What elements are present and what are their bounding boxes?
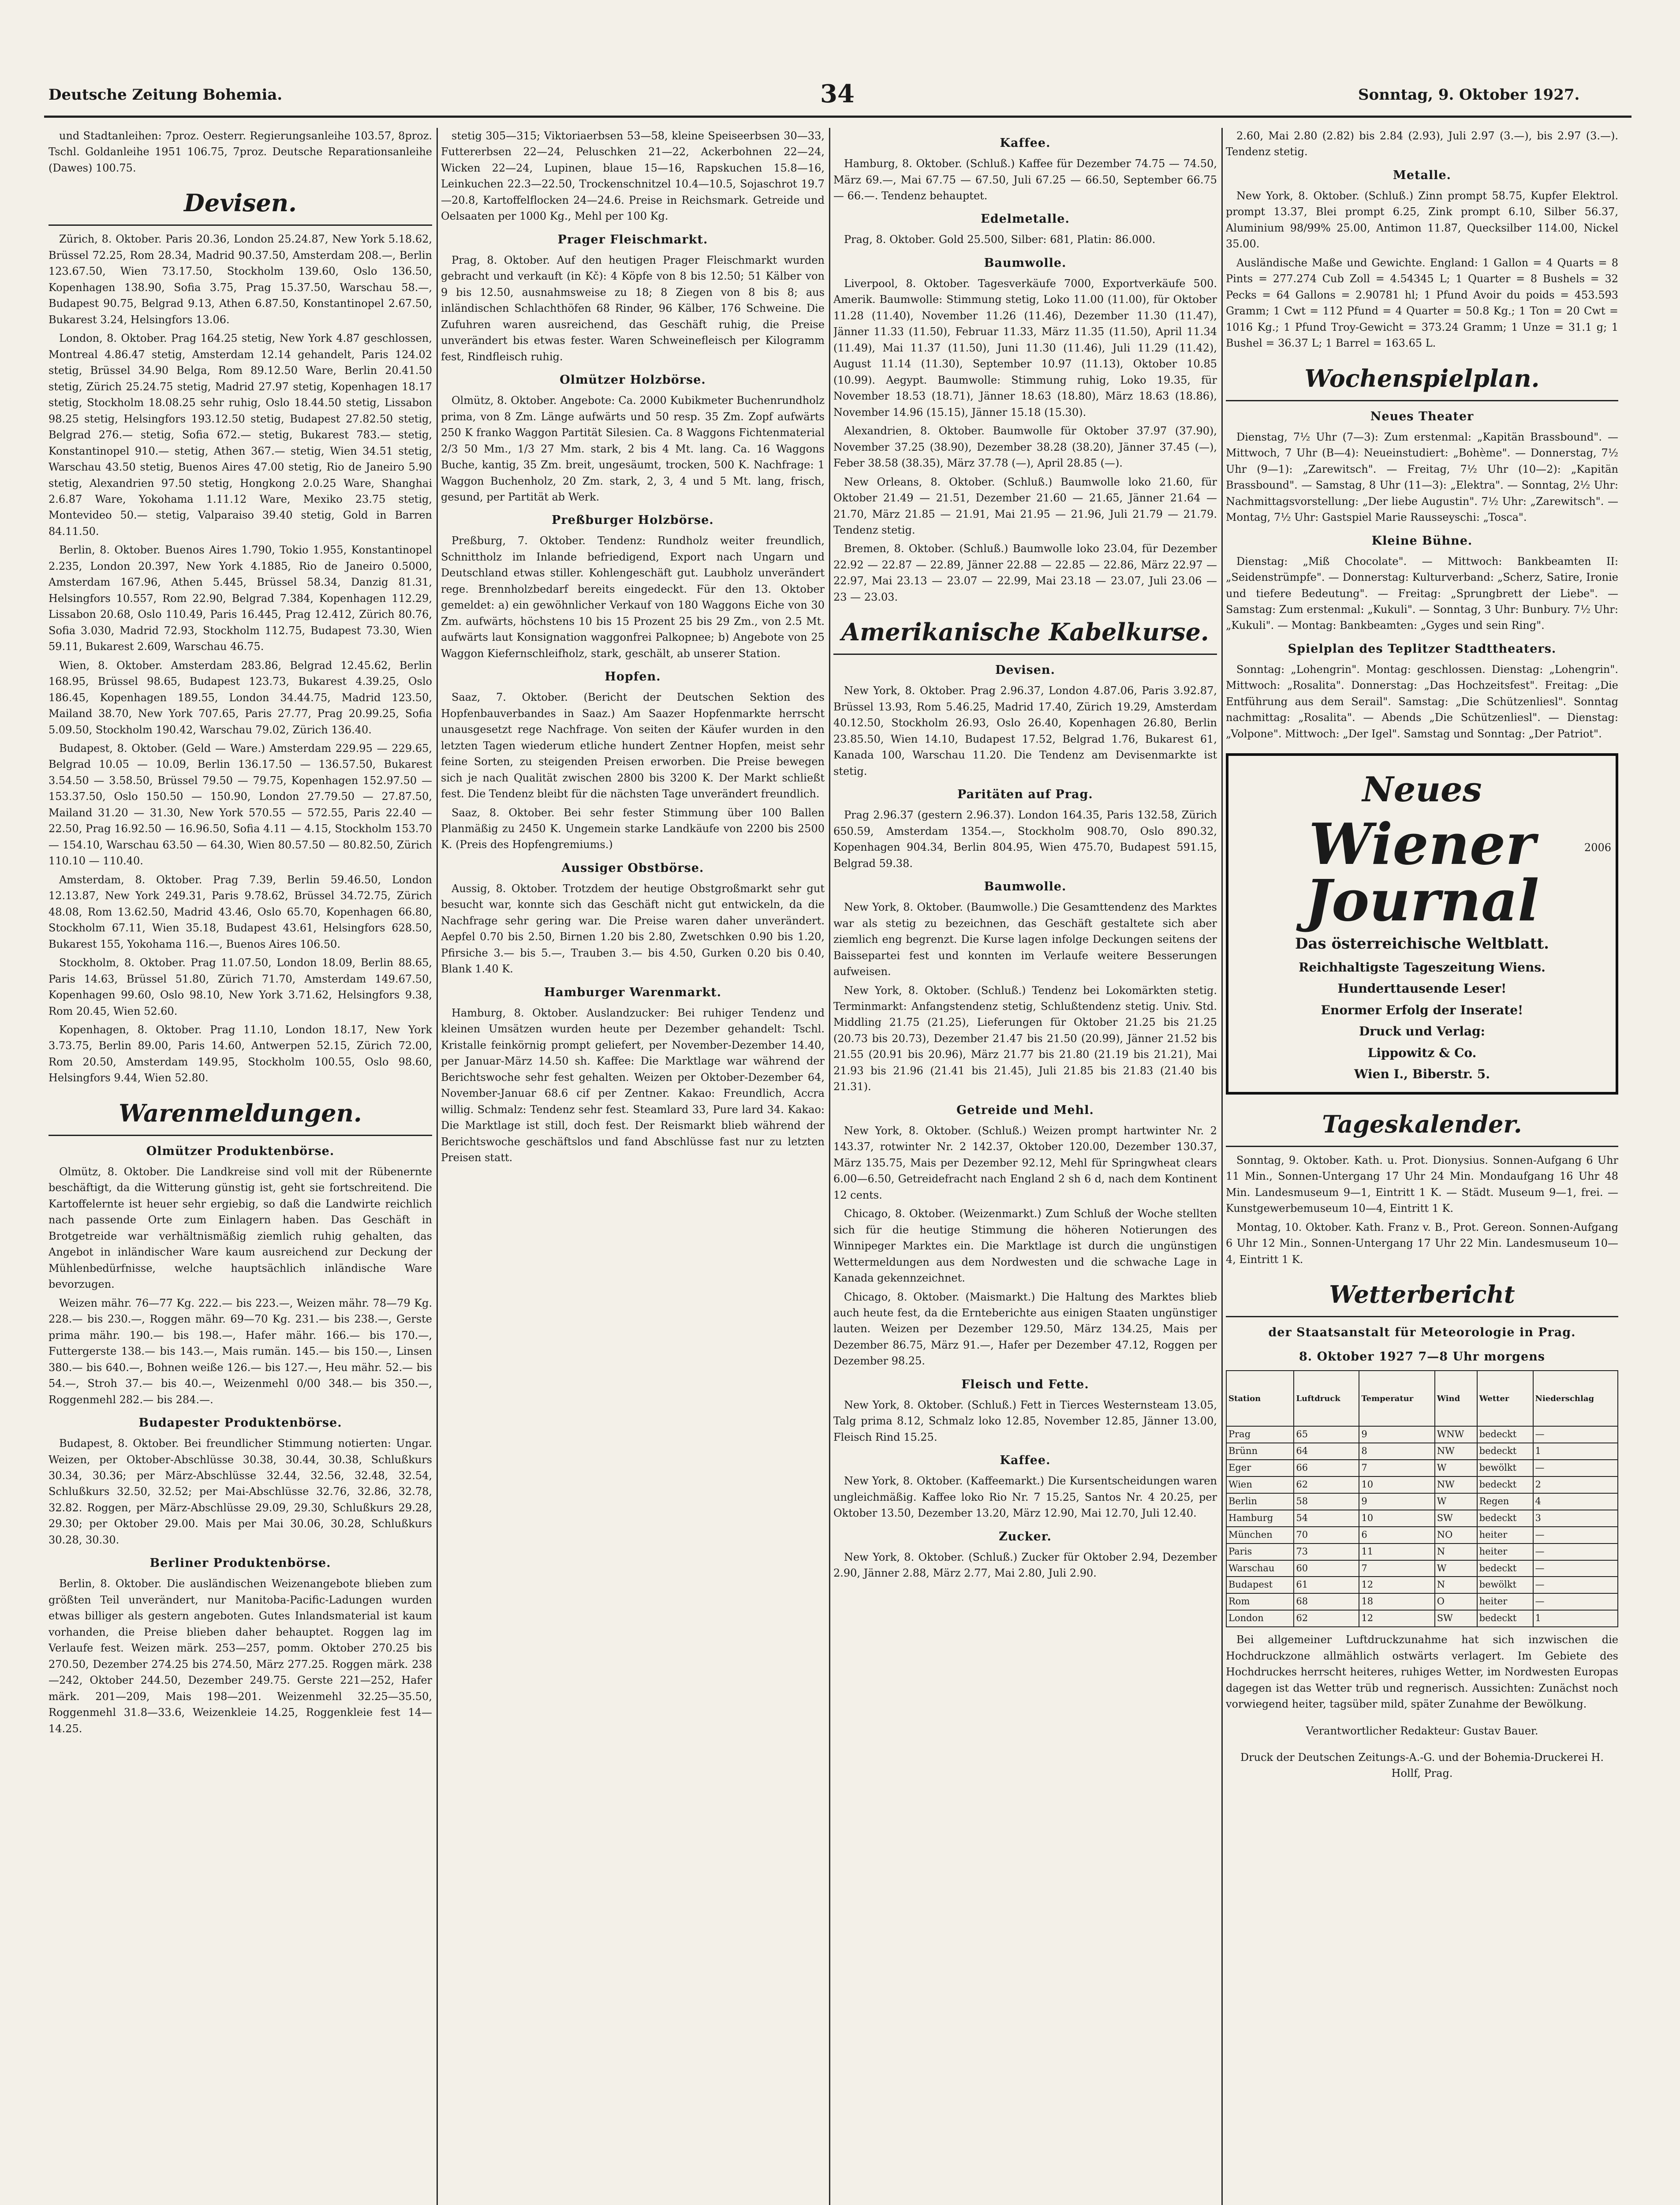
weather-cell: bedeckt: [1477, 1426, 1533, 1443]
weather-cell: London: [1226, 1610, 1294, 1627]
weather-row: [1226, 1610, 1618, 1627]
weather-table-header: [1226, 1371, 1618, 1426]
weather-cell: 7: [1359, 1560, 1434, 1577]
weather-cell: —: [1533, 1577, 1618, 1593]
article-paragraph: Amsterdam, 8. Oktober. Prag 7.39, Berlin 59.46.50, London 12.13.87, New York 249.31, Paris 9.78.62, Brüssel 34.72.75, Zürich 48.08, Rom 13.62.50, Madrid 43.46, Oslo 65.70, Kopenhagen 66.80, Stockholm 67.11, Wien 35.18, Budapest 43.61, Helsingfors 628.50, Bukarest 155, Yokohama 116.—, Buenos Aires 106.50.: [49, 873, 432, 950]
weather-cell: bedeckt: [1477, 1510, 1533, 1527]
weather-cell: 66: [1294, 1460, 1359, 1476]
weather-cell: SW: [1435, 1510, 1477, 1527]
article-paragraph: Stockholm, 8. Oktober. Prag 11.07.50, London 18.09, Berlin 88.65, Paris 14.63, Brüssel 51.80, Zürich 71.70, Amsterdam 149.67.50, Kopenhagen 99.60, Oslo 98.10, New York 3.71.62, Helsingfors 9.38, Rom 20.45, Wien 52.60.: [49, 957, 432, 1017]
section-heading-tageskalender: Tageskalender.: [1226, 1106, 1618, 1147]
article-paragraph: Sonntag: „Lohengrin". Montag: geschlossen. Dienstag: „Lohengrin". Mittwoch: „Rosalita". Donnerstag: „Das Hochzeitsfest". Freitag: „Die Entführung aus dem Serail". Samstag: „Die Schützenliesl". Sonntag nachmittag: „Rosalita". — Abends „Die Schützenliesl". — Dienstag: „Volpone". Mittwoch: „Der Igel". Samstag und Sonntag: „Der Patriot".: [1226, 663, 1618, 740]
weather-cell: —: [1533, 1560, 1618, 1577]
subheading: Aussiger Obstbörse.: [561, 861, 704, 875]
article-paragraph: Berlin, 8. Oktober. Buenos Aires 1.790, Tokio 1.955, Konstantinopel 2.235, London 20.397, New York 4.1885, Rio de Janeiro 0.5000, Amsterdam 167.96, Athen 5.445, Brüssel 58.34, Danzig 81.31, Helsingfors 10.557, Rom 22.90, Belgrad 7.384, Kopenhagen 112.29, Lissabon 20.68, Oslo 110.49, Paris 16.445, Prag 12.412, Zürich 80.76, Sofia 3.030, Madrid 72.93, Stockholm 112.75, Budapest 73.30, Wien 59.11, Bukarest 2.609, Warschau 46.75.: [49, 544, 432, 653]
article-paragraph: Saaz, 8. Oktober. Bei sehr fester Stimmung über 100 Ballen Planmäßig zu 2450 K. Ungemein starke Landkäufe von 2200 bis 2500 K. (Preis des Hopfengremiums.): [441, 806, 825, 851]
weather-cell: 61: [1294, 1577, 1359, 1593]
article-paragraph: 2.60, Mai 2.80 (2.82) bis 2.84 (2.93), Juli 2.97 (3.—), bis 2.97 (3.—). Tendenz stetig.: [1226, 130, 1618, 158]
advertisement-wiener-journal: [1226, 753, 1618, 1095]
weather-cell: heiter: [1477, 1593, 1533, 1610]
weather-cell: 3: [1533, 1510, 1618, 1527]
weather-row: [1226, 1577, 1618, 1593]
weather-cell: bewölkt: [1477, 1577, 1533, 1593]
article-paragraph: New York, 8. Oktober. (Kaffeemarkt.) Die Kursentscheidungen waren ungleichmäßig. Kaffee loko Rio Nr. 7 15.25, Santos Nr. 4 20.25, per Oktober 13.50, Dezember 13.20, März 12.90, Mai 12.70, Juli 12.40.: [833, 1475, 1217, 1520]
subheading: Baumwolle.: [984, 880, 1067, 894]
weather-cell: —: [1533, 1544, 1618, 1560]
weather-header-cell: Temperatur: [1359, 1371, 1434, 1426]
weather-cell: bedeckt: [1477, 1476, 1533, 1493]
weather-cell: 10: [1359, 1476, 1434, 1493]
article-paragraph: Wien, 8. Oktober. Amsterdam 283.86, Belgrad 12.45.62, Berlin 168.95, Brüssel 98.65, Budapest 123.73, Bukarest 4.39.25, Oslo 186.45, Kopenhagen 189.55, London 34.44.75, Madrid 123.50, Mailand 38.70, New York 707.65, Paris 27.77, Prag 20.99.25, Sofia 5.09.50, Stockholm 190.42, Warschau 79.02, Zürich 136.40.: [49, 659, 432, 736]
article-paragraph: Olmütz, 8. Oktober. Angebote: Ca. 2000 Kubikmeter Buchenrundholz prima, von 8 Zm. Länge aufwärts und 50 resp. 35 Zm. Zopf aufwärts 250 K franko Waggon Partität Silesien. Ca. 8 Waggons Fichtenmaterial 2/3 50 Mm., 1/3 27 Mm. stark, 2 bis 4 Mt. lang. Ca. 16 Waggons Buche, kantig, 35 Zm. breit, ungesäumt, trocken, 500 K. Nachfrage: 1 Waggon Buchenholz, 20 Zm. stark, 2, 3, 4 und 5 Mt. lang, frisch, gesund, per Partität ab Werk.: [441, 394, 825, 503]
article-paragraph: Budapest, 8. Oktober. (Geld — Ware.) Amsterdam 229.95 — 229.65, Belgrad 10.05 — 10.09, Berlin 136.17.50 — 136.57.50, Bukarest 3.54.50 — 3.58.50, Brüssel 79.50 — 79.75, Kopenhagen 152.97.50 — 153.37.50, Oslo 150.50 — 150.90, London 27.79.50 — 27.87.50, Mailand 31.20 — 31.30, New York 570.55 — 572.55, Paris 22.40 — 22.50, Prag 16.92.50 — 16.96.50, Sofia 4.11 — 4.15, Stockholm 153.70 — 154.10, Warschau 63.50 — 64.30, Wien 80.57.50 — 80.82.50, Zürich 110.10 — 110.40.: [49, 742, 432, 867]
article-paragraph: Berlin, 8. Oktober. Die ausländischen Weizenangebote blieben zum größten Teil unverändert, nur Manitoba-Pacific-Ladungen wurden etwas billiger als gestern angeboten. Gutes Inlandsmaterial ist kaum vorhanden, die Preise blieben daher behauptet. Roggen lag im Verlaufe fest. Weizen märk. 253—257, pomm. Oktober 270.25 bis 270.50, Dezember 274.25 bis 274.50, März 277.25. Roggen märk. 238—242, Oktober 244.50, Dezember 249.75. Gerste 221—252, Hafer märk. 201—209, Mais 198—201. Weizenmehl 32.25—35.50, Roggenmehl 31.8—33.6, Weizenkleie 14.25, Roggenkleie fest 14—14.25.: [49, 1577, 432, 1735]
subheading: Baumwolle.: [984, 256, 1067, 270]
weather-header-cell: Station: [1226, 1371, 1294, 1426]
weather-row: [1226, 1510, 1618, 1527]
column-4: [1226, 128, 1618, 2205]
weather-header-cell: Niederschlag: [1533, 1371, 1618, 1426]
article-paragraph: Zürich, 8. Oktober. Paris 20.36, London 25.24.87, New York 5.18.62, Brüssel 72.25, Rom 28.34, Madrid 90.37.50, Amsterdam 208.—, Berlin 123.67.50, Wien 73.17.50, Stockholm 139.60, Oslo 136.50, Kopenhagen 138.90, Sofia 3.75, Prag 15.37.50, Warschau 58.—, Budapest 90.75, Belgrad 9.13, Athen 6.87.50, Konstantinopel 2.67.50, Bukarest 3.24, Helsingfors 13.06.: [49, 233, 432, 326]
section-heading-wochenspielplan: Wochenspielplan.: [1226, 360, 1618, 401]
subheading: Prager Fleischmarkt.: [557, 232, 708, 247]
header-rule: [44, 116, 1631, 118]
article-paragraph: Prag, 8. Oktober. Auf den heutigen Prager Fleischmarkt wurden gebracht und verkauft (in Kč): 4 Köpfe von 8 bis 12.50; 51 Kälber von 9 bis 12.50, ausnahmsweise zu 18; 8 Ziegen von 8 bis 8; aus inländischen Schlachthöfen 68 Rinder, 96 Kälber, 176 Schweine. Die Zufuhren waren ausreichend, das Geschäft ruhig, die Preise unverändert bis etwas fester. Waren Schweinefleisch per Kilogramm fest, Rindfleisch ruhig.: [441, 254, 825, 363]
weather-cell: bedeckt: [1477, 1443, 1533, 1460]
subheading: Olmützer Produktenbörse.: [146, 1144, 335, 1158]
weather-cell: —: [1533, 1527, 1618, 1544]
weather-cell: —: [1533, 1426, 1618, 1443]
weather-cell: 62: [1294, 1476, 1359, 1493]
weather-header-cell: Luftdruck: [1294, 1371, 1359, 1426]
article-paragraph: Kopenhagen, 8. Oktober. Prag 11.10, London 18.17, New York 3.73.75, Berlin 89.00, Paris 14.60, Antwerpen 52.15, Zürich 72.00, Rom 20.50, Amsterdam 149.95, Stockholm 100.55, Oslo 98.60, Helsingfors 9.44, Wien 52.80.: [49, 1023, 432, 1084]
section-heading-wetterbericht: Wetterbericht: [1226, 1276, 1618, 1317]
weather-cell: NW: [1435, 1476, 1477, 1493]
weather-cell: Paris: [1226, 1544, 1294, 1560]
subheading: Berliner Produktenbörse.: [149, 1556, 331, 1570]
weather-cell: 60: [1294, 1560, 1359, 1577]
article-paragraph: Bremen, 8. Oktober. (Schluß.) Baumwolle loko 23.04, für Dezember 22.92 — 22.87 — 22.89, Jänner 22.88 — 22.85 — 22.86, März 22.97 — 22.97, Mai 23.13 — 23.07 — 22.99, Mai 23.18 — 23.07, Juli 23.06 — 23 — 23.03.: [833, 542, 1217, 603]
subheading: Paritäten auf Prag.: [957, 788, 1093, 802]
section-heading-devisen: Devisen.: [49, 185, 432, 226]
ad-text: Lippowitz & Co.: [1367, 1045, 1477, 1060]
weather-cell: 12: [1359, 1577, 1434, 1593]
weather-cell: O: [1435, 1593, 1477, 1610]
weather-cell: 58: [1294, 1493, 1359, 1510]
weather-row: [1226, 1527, 1618, 1544]
weather-cell: 1: [1533, 1443, 1618, 1460]
weather-row: [1226, 1426, 1618, 1443]
article-paragraph: Bei allgemeiner Luftdruckzunahme hat sich inzwischen die Hochdruckzone allmählich ostwärts verlagert. Im Gebiete des Hochdruckes herrscht heiteres, ruhiges Wetter, im Nordwesten Europas dagegen ist das Wetter trüb und regnerisch. Aussichten: Zunächst noch vorwiegend heiter, tagsüber mild, später Zunahme der Bewölkung.: [1226, 1633, 1618, 1711]
subheading: Getreide und Mehl.: [956, 1103, 1094, 1117]
weather-cell: 12: [1359, 1610, 1434, 1627]
ad-text: Reichhaltigste Tageszeitung Wiens.: [1299, 960, 1546, 975]
page-number: 34: [820, 79, 855, 108]
article-paragraph: Sonntag, 9. Oktober. Kath. u. Prot. Dionysius. Sonnen-Aufgang 6 Uhr 11 Min., Sonnen-Untergang 17 Uhr 24 Min. Mondaufgang 16 Uhr 48 Min. Landesmuseum 9—1, Eintritt 1 K. — Städt. Museum 9—1, frei. — Kunstgewerbemuseum 10—4, Eintritt 1 K.: [1226, 1154, 1618, 1215]
subheading: Preßburger Holzbörse.: [552, 513, 714, 527]
weather-cell: 65: [1294, 1426, 1359, 1443]
article-paragraph: und Stadtanleihen: 7proz. Oesterr. Regierungsanleihe 103.57, 8proz. Tschl. Goldanleihe 1951 106.75, 7proz. Deutsche Reparationsanleihe (Dawes) 100.75.: [49, 130, 432, 174]
page-header: [0, 0, 1680, 106]
article-paragraph: Chicago, 8. Oktober. (Maismarkt.) Die Haltung des Marktes blieb auch heute fest, da die Ernteberichte aus einigen Staaten ungünstiger lauten. Weizen per Dezember 129.50, März 134.25, Mais per Dezember 86.75, März 91.—, Hafer per Dezember 47.12, Roggen per Dezember 98.25.: [833, 1290, 1217, 1368]
weather-cell: 62: [1294, 1610, 1359, 1627]
ad-title-large: Wiener Journal: [1305, 811, 1539, 934]
newspaper-name: Deutsche Zeitung Bohemia.: [49, 86, 283, 104]
weather-cell: N: [1435, 1577, 1477, 1593]
weather-table: [1226, 1370, 1618, 1627]
ad-text: Druck und Verlag:: [1359, 1024, 1486, 1039]
article-paragraph: stetig 305—315; Viktoriaerbsen 53—58, kleine Speiseerbsen 30—33, Futtererbsen 22—24, Peluschken 21—22, Ackerbohnen 22—24, Wicken 22—24, Lupinen, blaue 15—16, Rapskuchen 15.8—16, Leinkuchen 22.3—22.50, Trockenschnitzel 10.4—10.5, Sojaschrot 19.7—20.8, Kartoffelflocken 24—24.6. Preise in Reichsmark. Getreide und Oelsaaten per 1000 Kg., Mehl per 100 Kg.: [441, 130, 825, 223]
weather-cell: bedeckt: [1477, 1560, 1533, 1577]
subheading: Hopfen.: [605, 670, 661, 684]
subheading: Devisen.: [995, 663, 1055, 677]
weather-row: [1226, 1560, 1618, 1577]
weather-cell: 73: [1294, 1544, 1359, 1560]
subheading: Kaffee.: [1000, 136, 1051, 150]
article-paragraph: New York, 8. Oktober. (Schluß.) Weizen prompt hartwinter Nr. 2 143.37, rotwinter Nr. 2 142.37, Oktober 120.00, Dezember 130.37, März 135.75, Mais per Dezember 92.12, Mehl für Springwheat clears 6.00—6.50, Getreidefracht nach England 2 sh 6 d, nach dem Kontinent 12 cents.: [833, 1124, 1217, 1201]
ad-text: Wien I., Biberstr. 5.: [1354, 1067, 1490, 1082]
article-paragraph: Montag, 10. Oktober. Kath. Franz v. B., Prot. Gereon. Sonnen-Aufgang 6 Uhr 12 Min., Sonnen-Untergang 17 Uhr 22 Min. Landesmuseum 10—4, Eintritt 1 K.: [1226, 1221, 1618, 1266]
subheading: der Staatsanstalt für Meteorologie in Prag.: [1268, 1326, 1576, 1340]
weather-cell: 9: [1359, 1493, 1434, 1510]
weather-cell: Prag: [1226, 1426, 1294, 1443]
article-paragraph: Liverpool, 8. Oktober. Tagesverkäufe 7000, Exportverkäufe 500. Amerik. Baumwolle: Stimmung stetig, Loko 11.00 (11.00), für Oktober 11.28 (11.40), November 11.26 (11.46), Dezember 11.30 (11.47), Jänner 11.33 (11.50), Februar 11.33, März 11.35 (11.50), April 11.34 (11.49), Mai 11.37 (11.50), Juni 11.30 (11.46), Juli 11.29 (11.42), August 11.14 (11.30), September 10.97 (11.13), Oktober 10.85 (10.99). Aegypt. Baumwolle: Stimmung ruhig, Loko 19.35, für November 18.53 (18.71), Jänner 18.63 (18.80), März 18.63 (18.86), November 14.96 (15.15), Jänner 15.18 (15.30).: [833, 277, 1217, 419]
weather-cell: Berlin: [1226, 1493, 1294, 1510]
column-2: [441, 128, 825, 2205]
article-paragraph: New York, 8. Oktober. (Schluß.) Zucker für Oktober 2.94, Dezember 2.90, Jänner 2.88, März 2.77, Mai 2.80, Juli 2.90.: [833, 1551, 1217, 1580]
weather-cell: 8: [1359, 1443, 1434, 1460]
weather-cell: 64: [1294, 1443, 1359, 1460]
ad-text: Enormer Erfolg der Inserate!: [1321, 1002, 1523, 1017]
weather-cell: Brünn: [1226, 1443, 1294, 1460]
subheading: Fleisch und Fette.: [961, 1377, 1089, 1391]
issue-date: Sonntag, 9. Oktober 1927.: [1358, 86, 1580, 104]
weather-cell: Warschau: [1226, 1560, 1294, 1577]
article-paragraph: Saaz, 7. Oktober. (Bericht der Deutschen Sektion des Hopfenbauverbandes in Saaz.) Am Saazer Hopfenmarkte herrscht unausgesetzt rege Nachfrage. Von seiten der Käufer wurden in den letzten Tagen wiederum etliche hundert Zentner Hopfen, meist sehr feine Sorten, zu steigenden Preisen erworben. Die Preise bewegen sich je nach Qualität zwischen 2800 bis 3200 K. Der Markt schließt fest. Die Tendenz bleibt für die nächsten Tage unverändert freundlich.: [441, 691, 825, 800]
weather-cell: Regen: [1477, 1493, 1533, 1510]
article-paragraph: New York, 8. Oktober. (Schluß.) Zinn prompt 58.75, Kupfer Elektrol. prompt 13.37, Blei prompt 6.25, Zink prompt 6.10, Silber 56.37, Aluminium 98/99% 25.00, Antimon 11.87, Quecksilber 114.00, Nickel 35.00.: [1226, 189, 1618, 250]
subheading: Kaffee.: [1000, 1454, 1051, 1468]
weather-cell: Eger: [1226, 1460, 1294, 1476]
weather-cell: N: [1435, 1544, 1477, 1560]
weather-cell: W: [1435, 1493, 1477, 1510]
ad-title-small: Neues: [1362, 770, 1482, 810]
article-paragraph: New York, 8. Oktober. Prag 2.96.37, London 4.87.06, Paris 3.92.87, Brüssel 13.93, Rom 5.46.25, Madrid 17.40, Zürich 19.29, Amsterdam 40.12.50, Stockholm 26.93, Oslo 26.40, Kopenhagen 26.80, Berlin 23.85.50, Wien 14.10, Budapest 17.52, Belgrad 1.76, Bukarest 61, Kanada 100, Warschau 11.20. Die Tendenz am Devisenmarkte ist stetig.: [833, 684, 1217, 777]
weather-cell: Rom: [1226, 1593, 1294, 1610]
weather-header-cell: Wind: [1435, 1371, 1477, 1426]
weather-cell: heiter: [1477, 1527, 1533, 1544]
weather-date: 8. Oktober 1927 7—8 Uhr morgens: [1299, 1350, 1545, 1364]
article-paragraph: Prag 2.96.37 (gestern 2.96.37). London 164.35, Paris 132.58, Zürich 650.59, Amsterdam 1354.—, Stockholm 908.70, Oslo 890.32, Kopenhagen 904.34, Berlin 804.95, Wien 475.70, Budapest 591.15, Belgrad 59.38.: [833, 809, 1217, 870]
article-paragraph: New York, 8. Oktober. (Schluß.) Tendenz bei Lokomärkten stetig. Terminmarkt: Anfangstendenz stetig, Schlußtendenz stetig. Univ. Std. Middling 21.75 (21.25), Lieferungen für Oktober 21.25 bis 21.25 (20.73 bis 20.73), Dezember 21.47 bis 21.50 (20.99), Jänner 21.52 bis 21.55 (20.91 bis 20.96), März 21.77 bis 21.80 (21.19 bis 21.21), Mai 21.93 bis 21.96 (21.41 bis 21.45), Juli 21.85 bis 21.83 (21.40 bis 21.31).: [833, 984, 1217, 1093]
weather-row: [1226, 1476, 1618, 1493]
column-divider: [437, 128, 438, 2205]
article-paragraph: Olmütz, 8. Oktober. Die Landkreise sind voll mit der Rübenernte beschäftigt, da die Witterung günstig ist, geht sie fortschreitend. Die Kartoffelernte ist heuer sehr ergiebig, so daß die Landwirte reichlich nach passende Orte zum Einlagern haben. Das Geschäft in Brotgetreide war verhältnismäßig ziemlich ruhig gehalten, das Angebot in inländischer Ware kaum ausreichend zur Deckung der Mühlenbedürfnisse, welche hauptsächlich inländische Ware bevorzugen.: [49, 1165, 432, 1291]
weather-cell: Wien: [1226, 1476, 1294, 1493]
article-paragraph: Weizen mähr. 76—77 Kg. 222.— bis 223.—, Weizen mähr. 78—79 Kg. 228.— bis 230.—, Roggen mähr. 69—70 Kg. 231.— bis 238.—, Gerste prima mähr. 190.— bis 198.—, Hafer mähr. 166.— bis 170.—, Futtergerste 138.— bis 143.—, Mais rumän. 145.— bis 150.—, Linsen 380.— bis 640.—, Bohnen weiße 126.— bis 127.—, Heu mähr. 52.— bis 54.—, Stroh 37.— bis 40.—, Weizenmehl 0/00 348.— bis 350.—, Roggenmehl 282.— bis 284.—.: [49, 1297, 432, 1406]
section-heading-warenmeldungen: Warenmeldungen.: [49, 1095, 432, 1136]
weather-row: [1226, 1493, 1618, 1510]
ad-number: 2006: [1584, 841, 1611, 854]
subheading: Olmützer Holzbörse.: [560, 373, 706, 387]
weather-cell: 6: [1359, 1527, 1434, 1544]
weather-cell: 7: [1359, 1460, 1434, 1476]
weather-row: [1226, 1593, 1618, 1610]
weather-cell: 68: [1294, 1593, 1359, 1610]
weather-cell: bewölkt: [1477, 1460, 1533, 1476]
weather-cell: 9: [1359, 1426, 1434, 1443]
article-paragraph: Preßburg, 7. Oktober. Tendenz: Rundholz weiter freundlich, Schnittholz im Inlande befriedigend, Export nach Ungarn und Deutschland etwas stiller. Kohlengeschäft gut. Laubholz unverändert rege. Brennholzbedarf bereits eingedeckt. Für den 13. Oktober gemeldet: a) ein gewöhnlicher Verkauf von 180 Waggons Eiche von 30 Zm. aufwärts, höchstens 10 bis 15 Prozent 25 bis 29 Zm., von 2.5 Mt. aufwärts laut Konsignation waggonfrei Palkopnee; b) Angebote von 25 Waggon Kiefernschleifholz, stark, geschält, ab unserer Station.: [441, 534, 825, 660]
article-paragraph: London, 8. Oktober. Prag 164.25 stetig, New York 4.87 geschlossen, Montreal 4.86.47 stetig, Amsterdam 12.14 gehandelt, Paris 124.02 stetig, Brüssel 34.90 Belga, Rom 89.12.50 Ware, Berlin 20.41.50 stetig, Zürich 25.24.75 stetig, Madrid 27.97 stetig, Kopenhagen 18.17 stetig, Stockholm 18.08.25 sehr ruhig, Oslo 18.44.50 stetig, Lissabon 98.25 stetig, Helsingfors 193.12.50 stetig, Budapest 27.82.50 stetig, Belgrad 276.— stetig, Sofia 672.— stetig, Bukarest 783.— stetig, Konstantinopel 910.— stetig, Athen 367.— stetig, Wien 34.51 stetig, Warschau 43.50 stetig, Buenos Aires 47.00 stetig, Rio de Janeiro 5.90 stetig, Alexandrien 97.50 stetig, Hongkong 2.0.25 Ware, Shanghai 2.6.87 Ware, Yokohama 1.11.12 Ware, Mexiko 23.75 stetig, Montevideo 50.— stetig, Valparaiso 39.40 stetig, Gold in Barren 84.11.50.: [49, 332, 432, 538]
article-paragraph: New York, 8. Oktober. (Baumwolle.) Die Gesamttendenz des Marktes war als stetig zu bezeichnen, das Geschäft gestaltete sich aber ziemlich eng begrenzt. Die Kurse lagen infolge Deckungen seitens der Baissepartei fest und konnten im Verlaufe weitere Besserungen aufweisen.: [833, 901, 1217, 978]
article-paragraph: Budapest, 8. Oktober. Bei freundlicher Stimmung notierten: Ungar. Weizen, per Oktober-Abschlüsse 30.38, 30.44, 30.38, Schlußkurs 30.34, 30.36; per März-Abschlüsse 32.44, 32.56, 32.48, 32.54, Schlußkurs 32.50, 32.52; per Mai-Abschlüsse 32.76, 32.86, 32.78, 32.82. Roggen, per März-Abschlüsse 29.09, 29.30, Schlußkurs 29.28, 29.30; per Oktober 29.00. Mais per Mai 30.06, 30.28, Schlußkurs 30.28, 30.30.: [49, 1437, 432, 1546]
weather-row: [1226, 1443, 1618, 1460]
ad-text: Hunderttausende Leser!: [1337, 981, 1507, 996]
weather-header-cell: Wetter: [1477, 1371, 1533, 1426]
weather-cell: W: [1435, 1460, 1477, 1476]
weather-cell: NO: [1435, 1527, 1477, 1544]
weather-cell: SW: [1435, 1610, 1477, 1627]
weather-cell: Hamburg: [1226, 1510, 1294, 1527]
article-paragraph: Ausländische Maße und Gewichte. England: 1 Gallon = 4 Quarts = 8 Pints = 277.274 Cub Zoll = 4.54345 L; 1 Quarter = 8 Bushels = 32 Pecks = 64 Gallons = 2.90781 hl; 1 Pfund Avoir du poids = 453.593 Gramm; 1 Cwt = 112 Pfund = 4 Quarter = 50.8 Kg.; 1 Ton = 20 Cwt = 1016 Kg.; 1 Pfund Troy-Gewicht = 373.24 Gramm; 1 Unze = 31.1 g; 1 Bushel = 36.37 L; 1 Barrel = 163.65 L.: [1226, 256, 1618, 350]
subheading: Budapester Produktenbörse.: [138, 1416, 342, 1430]
article-paragraph: Hamburg, 8. Oktober. Auslandzucker: Bei ruhiger Tendenz und kleinen Umsätzen wurden heute per Dezember gehandelt: Tschl. Kristalle feinkörnig prompt geliefert, per November-Dezember 14.40, per Januar-März 14.50 sh. Kaffee: Die Marktlage war während der Berichtswoche sehr fest gehalten. Weizen per Oktober-Dezember 64, November-Januar 68.6 cif per Zentner. Kakao: Freundlich, Accra willig. Schmalz: Tendenz sehr fest. Steamlard 33, Pure lard 34. Kakao: Die Marktlage ist still, doch fest. Der Reismarkt blieb während der Berichtswoche geschäftslos und fand Abschlüsse fast nur zu letzten Preisen statt.: [441, 1006, 825, 1164]
weather-cell: 18: [1359, 1593, 1434, 1610]
weather-cell: 4: [1533, 1493, 1618, 1510]
weather-cell: 70: [1294, 1527, 1359, 1544]
ad-slogan: Das österreichische Weltblatt.: [1295, 934, 1549, 953]
weather-cell: WNW: [1435, 1426, 1477, 1443]
weather-cell: München: [1226, 1527, 1294, 1544]
article-paragraph: Alexandrien, 8. Oktober. Baumwolle für Oktober 37.97 (37.90), November 37.25 (38.90), Dezember 38.28 (38.20), Jänner 37.45 (—), Feber 38.58 (38.35), März 37.78 (—), April 28.85 (—).: [833, 425, 1217, 470]
subheading: Spielplan des Teplitzer Stadttheaters.: [1288, 642, 1557, 656]
column-divider: [829, 128, 830, 2205]
weather-cell: W: [1435, 1560, 1477, 1577]
column-3: [833, 128, 1217, 2205]
article-paragraph: Aussig, 8. Oktober. Trotzdem der heutige Obstgroßmarkt sehr gut besucht war, konnte sich das Geschäft nicht gut entwickeln, da die Nachfrage sehr gering war. Die Preise waren daher unverändert. Aepfel 0.70 bis 2.50, Birnen 1.20 bis 2.80, Zwetschken 0.90 bis 1.20, Pfirsiche 3.— bis 5.—, Trauben 3.— bis 4.50, Gurken 0.20 bis 0.40, Blank 1.40 K.: [441, 882, 825, 975]
article-paragraph: Chicago, 8. Oktober. (Weizenmarkt.) Zum Schluß der Woche stellten sich für die heutige Stimmung die höheren Notierungen des Winnipeger Marktes ein. Die Marktlage ist durch die ungünstigen Wettermeldungen aus dem Nordwesten und die schwache Lage in Kanada gekennzeichnet.: [833, 1207, 1217, 1285]
weather-table-body: [1226, 1426, 1618, 1627]
subheading: Edelmetalle.: [981, 212, 1070, 226]
weather-cell: NW: [1435, 1443, 1477, 1460]
weather-row: [1226, 1544, 1618, 1560]
weather-row: [1226, 1460, 1618, 1476]
article-paragraph: New York, 8. Oktober. (Schluß.) Fett in Tierces Westernsteam 13.05, Talg prima 8.12, Schmalz loko 12.85, November 12.85, Jänner 13.00, Fleisch Rind 15.25.: [833, 1398, 1217, 1443]
weather-cell: 54: [1294, 1510, 1359, 1527]
article-paragraph: New Orleans, 8. Oktober. (Schluß.) Baumwolle loko 21.60, für Oktober 21.49 — 21.51, Dezember 21.60 — 21.65, Jänner 21.64 — 21.70, März 21.85 — 21.91, Mai 21.95 — 21.96, Juli 21.79 — 21.79. Tendenz stetig.: [833, 475, 1217, 536]
weather-cell: 2: [1533, 1476, 1618, 1493]
article-paragraph: Hamburg, 8. Oktober. (Schluß.) Kaffee für Dezember 74.75 — 74.50, März 69.—, Mai 67.75 — 67.50, Juli 67.25 — 66.50, September 66.75 — 66.—. Tendenz behauptet.: [833, 157, 1217, 202]
subheading: Zucker.: [999, 1529, 1052, 1544]
article-paragraph: Dienstag: „Miß Chocolate". — Mittwoch: Bankbeamten II: „Seidenstrümpfe". — Donnerstag: Kulturverband: „Scherz, Satire, Ironie und tiefere Bedeutung". — Freitag: „Sprungbrett der Liebe". — Samstag: Zum erstenmal: „Kukuli". — Sonntag, 3 Uhr: Bunbury. 7½ Uhr: „Kukuli". — Montag: Bankbeamten: „Gyges und sein Ring".: [1226, 555, 1618, 632]
weather-cell: 11: [1359, 1544, 1434, 1560]
weather-cell: —: [1533, 1593, 1618, 1610]
article-paragraph: Dienstag, 7½ Uhr (7—3): Zum erstenmal: „Kapitän Brassbound". — Mittwoch, 7 Uhr (B—4): Neueinstudiert: „Bohème". — Donnerstag, 7½ Uhr (9—1): „Zarewitsch". — Freitag, 7½ Uhr (10—2): „Kapitän Brassbound". — Samstag, 8 Uhr (11—3): „Elektra". — Sonntag, 2½ Uhr: Nachmittagsvorstellung: „Der liebe Augustin". 7½ Uhr: „Zarewitsch". — Montag, 7½ Uhr: Gastspiel Marie Rausseyschi: „Tosca".: [1226, 430, 1618, 524]
subheading: Metalle.: [1393, 168, 1452, 182]
weather-cell: —: [1533, 1460, 1618, 1476]
weather-cell: 10: [1359, 1510, 1434, 1527]
column-1: [49, 128, 432, 2205]
weather-cell: 1: [1533, 1610, 1618, 1627]
subheading: Hamburger Warenmarkt.: [544, 985, 722, 999]
subheading: Neues Theater: [1370, 409, 1474, 423]
column-divider: [1221, 128, 1223, 2205]
responsible-editor: Verantwortlicher Redakteur: Gustav Bauer.: [1306, 1724, 1538, 1737]
weather-cell: Budapest: [1226, 1577, 1294, 1593]
printer-imprint: Druck der Deutschen Zeitungs-A.-G. und der Bohemia-Druckerei H. Hollf, Prag.: [1240, 1751, 1604, 1780]
weather-cell: heiter: [1477, 1544, 1533, 1560]
section-heading-kabelkurse: Amerikanische Kabelkurse.: [833, 614, 1217, 655]
subheading: Kleine Bühne.: [1371, 534, 1473, 548]
article-paragraph: Prag, 8. Oktober. Gold 25.500, Silber: 681, Platin: 86.000.: [844, 233, 1156, 246]
weather-cell: bedeckt: [1477, 1610, 1533, 1627]
